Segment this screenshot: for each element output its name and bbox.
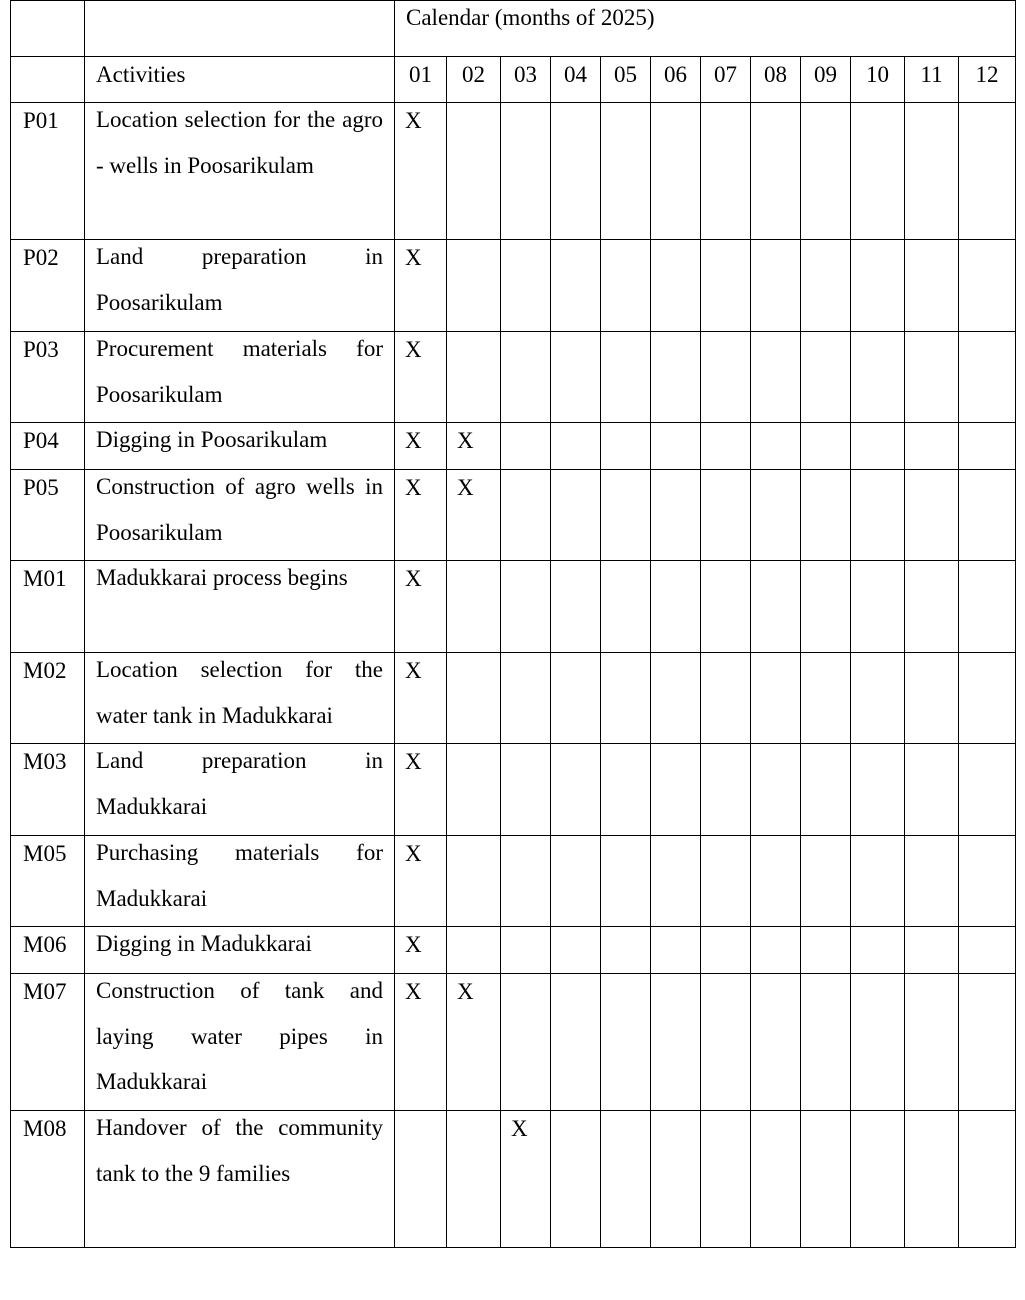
month-header: 09 [801, 57, 851, 103]
activity-description: Land preparation in Poosarikulam [96, 244, 383, 315]
month-mark-cell [551, 836, 601, 927]
activity-code: P03 [11, 332, 85, 423]
activity-cell [85, 103, 395, 240]
calendar-title: Calendar (months of 2025) [395, 1, 1016, 57]
month-mark-cell [751, 744, 801, 836]
month-mark-cell [551, 974, 601, 1111]
month-mark-cell [751, 974, 801, 1111]
month-mark-cell [905, 1111, 959, 1248]
month-mark-cell [501, 974, 551, 1111]
activity-description: Construction of tank and laying water pipes in Madukkarai [96, 978, 383, 1094]
month-header: 06 [651, 57, 701, 103]
month-mark-cell: X [447, 974, 501, 1111]
activity-code: P01 [11, 103, 85, 240]
table-row [11, 974, 1016, 1111]
month-mark-cell [851, 744, 905, 836]
month-mark-cell: X [395, 561, 447, 653]
month-mark-cell [851, 561, 905, 653]
month-mark-cell: X [395, 927, 447, 974]
month-mark-cell [851, 240, 905, 332]
month-mark-cell [551, 744, 601, 836]
month-mark-cell [447, 103, 501, 240]
month-header: 03 [501, 57, 551, 103]
month-mark-cell [751, 332, 801, 423]
month-mark-cell: X [395, 240, 447, 332]
month-mark-cell [801, 470, 851, 561]
month-mark-cell [447, 927, 501, 974]
month-mark-cell [551, 470, 601, 561]
month-mark-cell [701, 974, 751, 1111]
activity-code: M05 [11, 836, 85, 927]
month-mark-cell [551, 561, 601, 653]
month-mark-cell [551, 240, 601, 332]
month-mark-cell [447, 561, 501, 653]
activity-cell [85, 470, 395, 561]
activity-description: Madukkarai process begins [96, 565, 348, 590]
table-row [11, 423, 1016, 470]
month-header: 04 [551, 57, 601, 103]
month-mark-cell [959, 974, 1016, 1111]
table-row [11, 1111, 1016, 1248]
month-mark-cell [905, 974, 959, 1111]
month-mark-cell [501, 653, 551, 744]
activity-description: Land preparation in Madukkarai [96, 748, 383, 819]
activities-header: Activities [85, 57, 395, 103]
activity-description: Purchasing materials for Madukkarai [96, 840, 383, 911]
activity-schedule-table [10, 0, 1016, 1248]
month-mark-cell [501, 561, 551, 653]
month-mark-cell [905, 240, 959, 332]
month-mark-cell [905, 561, 959, 653]
month-mark-cell: X [447, 423, 501, 470]
month-mark-cell [851, 974, 905, 1111]
activity-code: P05 [11, 470, 85, 561]
month-mark-cell [651, 974, 701, 1111]
month-mark-cell: X [501, 1111, 551, 1248]
activity-description: Construction of agro wells in Poosarikulam [96, 474, 383, 545]
month-mark-cell [651, 423, 701, 470]
month-mark-cell [959, 470, 1016, 561]
activity-code: M02 [11, 653, 85, 744]
month-mark-cell: X [395, 974, 447, 1111]
month-mark-cell [701, 653, 751, 744]
activity-cell [85, 744, 395, 836]
month-mark-cell: X [395, 836, 447, 927]
month-mark-cell [501, 103, 551, 240]
month-mark-cell [701, 332, 751, 423]
activity-cell [85, 332, 395, 423]
month-mark-cell [801, 423, 851, 470]
month-mark-cell [701, 423, 751, 470]
table-row [11, 653, 1016, 744]
month-mark-cell [447, 332, 501, 423]
month-mark-cell [959, 240, 1016, 332]
month-mark-cell [501, 423, 551, 470]
month-mark-cell: X [395, 470, 447, 561]
month-mark-cell [601, 240, 651, 332]
month-mark-cell [601, 927, 651, 974]
month-mark-cell [905, 332, 959, 423]
month-mark-cell [751, 470, 801, 561]
activity-cell [85, 240, 395, 332]
month-mark-cell [701, 561, 751, 653]
month-mark-cell [801, 744, 851, 836]
table-row [11, 103, 1016, 240]
table-row [11, 744, 1016, 836]
month-mark-cell [551, 653, 601, 744]
month-mark-cell [751, 561, 801, 653]
month-mark-cell [601, 974, 651, 1111]
month-mark-cell [501, 332, 551, 423]
month-mark-cell [447, 836, 501, 927]
month-mark-cell [701, 1111, 751, 1248]
month-mark-cell [601, 836, 651, 927]
table-row [11, 927, 1016, 974]
month-mark-cell [801, 561, 851, 653]
month-mark-cell [801, 1111, 851, 1248]
month-mark-cell [801, 653, 851, 744]
month-mark-cell [751, 240, 801, 332]
month-mark-cell [851, 927, 905, 974]
month-header: 10 [851, 57, 905, 103]
month-mark-cell [701, 103, 751, 240]
month-mark-cell [651, 561, 701, 653]
table-row [11, 332, 1016, 423]
month-mark-cell [601, 103, 651, 240]
month-mark-cell [701, 836, 751, 927]
month-mark-cell [959, 653, 1016, 744]
month-mark-cell [905, 103, 959, 240]
month-mark-cell: X [395, 103, 447, 240]
month-mark-cell [601, 653, 651, 744]
month-mark-cell [959, 332, 1016, 423]
month-mark-cell [651, 927, 701, 974]
activity-code: P02 [11, 240, 85, 332]
month-mark-cell [701, 927, 751, 974]
month-mark-cell [905, 470, 959, 561]
month-mark-cell [701, 744, 751, 836]
month-mark-cell [651, 332, 701, 423]
month-mark-cell [651, 1111, 701, 1248]
month-mark-cell [905, 744, 959, 836]
month-header: 02 [447, 57, 501, 103]
month-mark-cell: X [395, 423, 447, 470]
month-mark-cell [395, 1111, 447, 1248]
activity-description: Digging in Madukkarai [96, 931, 312, 956]
month-mark-cell [651, 653, 701, 744]
month-mark-cell: X [395, 653, 447, 744]
month-mark-cell [447, 744, 501, 836]
month-mark-cell [751, 1111, 801, 1248]
month-header: 05 [601, 57, 651, 103]
activity-cell [85, 974, 395, 1111]
month-mark-cell [905, 653, 959, 744]
month-mark-cell [959, 744, 1016, 836]
month-mark-cell [751, 103, 801, 240]
month-mark-cell [601, 470, 651, 561]
activity-code: M06 [11, 927, 85, 974]
month-mark-cell [551, 103, 601, 240]
empty-header-cell [85, 1, 395, 57]
month-mark-cell [447, 653, 501, 744]
month-mark-cell [959, 423, 1016, 470]
month-mark-cell [447, 1111, 501, 1248]
month-mark-cell [851, 103, 905, 240]
activity-cell [85, 561, 395, 653]
table-row [11, 836, 1016, 927]
month-mark-cell [701, 470, 751, 561]
month-header: 12 [959, 57, 1016, 103]
month-mark-cell [501, 744, 551, 836]
month-mark-cell [959, 1111, 1016, 1248]
month-mark-cell [551, 1111, 601, 1248]
month-mark-cell [801, 103, 851, 240]
month-mark-cell [905, 423, 959, 470]
month-mark-cell [601, 332, 651, 423]
month-mark-cell [447, 240, 501, 332]
month-mark-cell [851, 836, 905, 927]
month-mark-cell [601, 561, 651, 653]
month-mark-cell [651, 470, 701, 561]
schedule-body [11, 103, 1016, 1248]
month-mark-cell [551, 332, 601, 423]
activity-description: Handover of the community tank to the 9 families [96, 1115, 383, 1186]
month-header: 01 [395, 57, 447, 103]
month-mark-cell [905, 927, 959, 974]
month-mark-cell [851, 332, 905, 423]
table-row [11, 240, 1016, 332]
month-mark-cell [905, 836, 959, 927]
month-mark-cell [701, 240, 751, 332]
month-mark-cell [751, 423, 801, 470]
month-mark-cell [551, 423, 601, 470]
month-mark-cell [851, 1111, 905, 1248]
calendar-header-row [11, 1, 1016, 57]
activity-cell [85, 1111, 395, 1248]
month-mark-cell [501, 927, 551, 974]
month-header: 07 [701, 57, 751, 103]
activity-code: P04 [11, 423, 85, 470]
activity-cell [85, 836, 395, 927]
activity-cell [85, 423, 395, 470]
month-mark-cell [651, 103, 701, 240]
activity-code: M08 [11, 1111, 85, 1248]
month-mark-cell [651, 240, 701, 332]
month-mark-cell: X [447, 470, 501, 561]
month-header: 11 [905, 57, 959, 103]
month-mark-cell [601, 423, 651, 470]
month-mark-cell [551, 927, 601, 974]
month-mark-cell [651, 744, 701, 836]
activity-cell [85, 927, 395, 974]
activity-code: M01 [11, 561, 85, 653]
month-mark-cell [801, 974, 851, 1111]
activity-description: Location selection for the water tank in Madukkarai [96, 657, 383, 728]
empty-corner-cell [11, 1, 85, 57]
table-row [11, 470, 1016, 561]
activity-code: M07 [11, 974, 85, 1111]
month-mark-cell: X [395, 744, 447, 836]
month-mark-cell [801, 332, 851, 423]
month-mark-cell [651, 836, 701, 927]
month-header: 08 [751, 57, 801, 103]
month-mark-cell [501, 470, 551, 561]
month-mark-cell [851, 423, 905, 470]
month-mark-cell [501, 836, 551, 927]
table-row [11, 561, 1016, 653]
month-mark-cell [601, 1111, 651, 1248]
activity-description: Procurement materials for Poosarikulam [96, 336, 383, 407]
activity-description: Location selection for the agro - wells in Poosarikulam [96, 107, 383, 178]
month-mark-cell [601, 744, 651, 836]
activity-description: Digging in Poosarikulam [96, 427, 328, 452]
month-mark-cell: X [395, 332, 447, 423]
month-mark-cell [751, 653, 801, 744]
month-mark-cell [959, 836, 1016, 927]
month-mark-cell [959, 927, 1016, 974]
activity-code: M03 [11, 744, 85, 836]
month-mark-cell [801, 927, 851, 974]
month-mark-cell [501, 240, 551, 332]
month-mark-cell [959, 561, 1016, 653]
month-mark-cell [751, 927, 801, 974]
month-mark-cell [751, 836, 801, 927]
code-header-cell [11, 57, 85, 103]
activity-cell [85, 653, 395, 744]
column-header-row [11, 57, 1016, 103]
month-mark-cell [801, 836, 851, 927]
month-mark-cell [851, 653, 905, 744]
month-mark-cell [801, 240, 851, 332]
month-mark-cell [851, 470, 905, 561]
month-mark-cell [959, 103, 1016, 240]
